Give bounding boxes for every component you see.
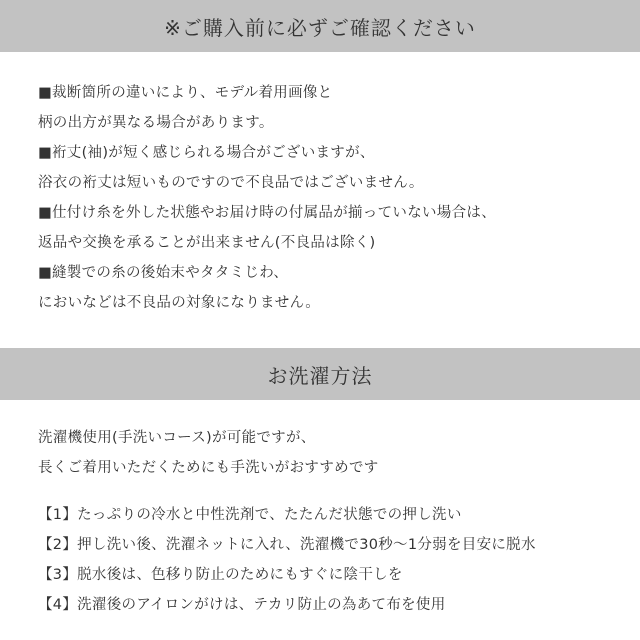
notice-line: においなどは不良品の対象になりません。	[38, 295, 321, 311]
washing-step: 【4】洗濯後のアイロンがけは、テカリ防止の為あて布を使用	[38, 597, 446, 613]
washing-step: 【3】脱水後は、色移り防止のためにもすぐに陰干しを	[38, 567, 403, 583]
washing-body	[38, 423, 620, 620]
notice-line: ■裄丈(袖)が短く感じられる場合がございますが、	[38, 145, 375, 161]
washing-intro-line: 洗濯機使用(手洗いコース)が可能ですが、	[38, 430, 316, 446]
washing-header	[0, 348, 640, 400]
notice-header	[0, 0, 640, 52]
notice-title: ※ご購入前に必ずご確認ください	[164, 15, 476, 40]
notice-line: 返品や交換を承ることが出来ません(不良品は除く)	[38, 235, 376, 251]
washing-step: 【1】たっぷりの冷水と中性洗剤で、たたんだ状態での押し洗い	[38, 507, 462, 523]
notice-line: ■裁断箇所の違いにより、モデル着用画像と	[38, 85, 333, 101]
notice-body	[38, 78, 620, 318]
notice-line: ■縫製での糸の後始末やタタミじわ、	[38, 265, 289, 281]
notice-line: 浴衣の裄丈は短いものですので不良品ではございません。	[38, 175, 424, 191]
washing-step: 【2】押し洗い後、洗濯ネットに入れ、洗濯機で30秒〜1分弱を目安に脱水	[38, 537, 536, 553]
notice-line: ■仕付け糸を外した状態やお届け時の付属品が揃っていない場合は、	[38, 205, 496, 221]
washing-title: お洗濯方法	[267, 363, 373, 388]
washing-intro-line: 長くご着用いただくためにも手洗いがおすすめです	[38, 460, 379, 476]
spacer	[38, 483, 620, 500]
notice-line: 柄の出方が異なる場合があります。	[38, 115, 274, 131]
